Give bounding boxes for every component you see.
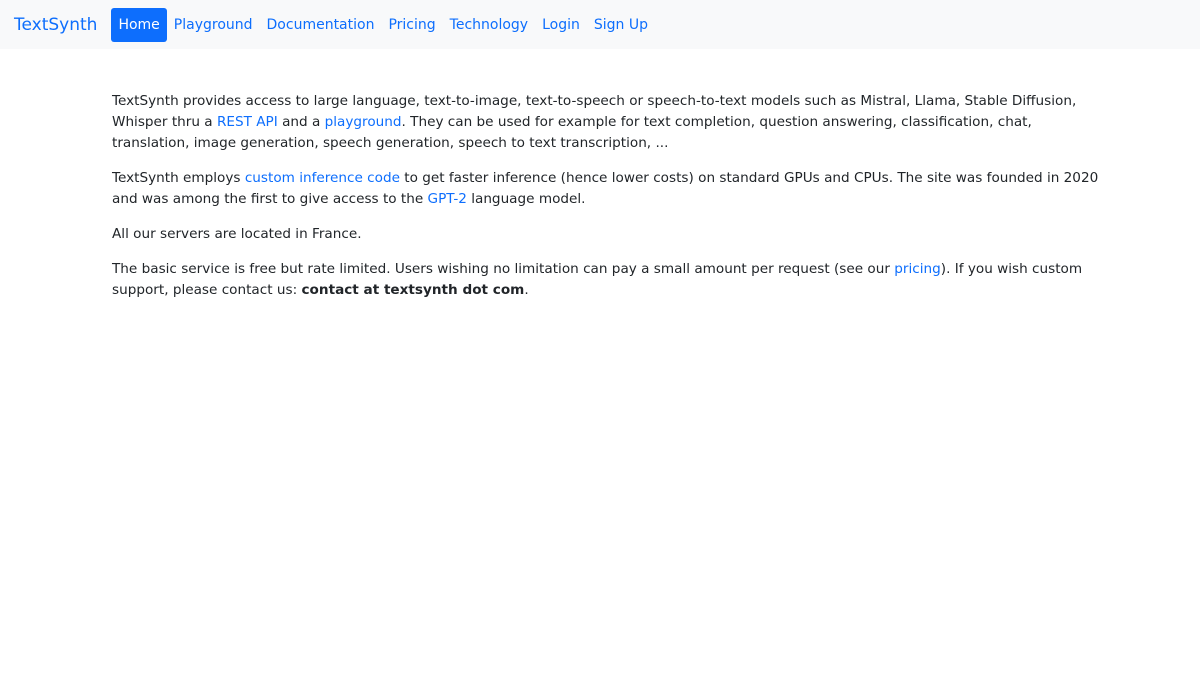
nav-signup[interactable]: Sign Up <box>593 16 648 33</box>
service-paragraph <box>112 259 1102 301</box>
nav-playground[interactable]: Playground <box>173 16 253 33</box>
intro-text-1: TextSynth provides access to large language, text-to-image, text-to-speech or speech-to-text models such as Mistral, Llama, Stable Diffusion, Whisper thru a <box>112 93 1077 130</box>
playground-link[interactable]: playground <box>324 114 402 130</box>
nav-documentation[interactable]: Documentation <box>266 16 375 33</box>
nav-technology[interactable]: Technology <box>449 16 529 33</box>
service-text-3: . <box>524 282 529 298</box>
nav-menu <box>111 8 655 42</box>
servers-paragraph: All our servers are located in France. <box>112 226 362 242</box>
service-text-1: The basic service is free but rate limited. Users wishing no limitation can pay a small amount per request (see our <box>112 261 895 277</box>
intro-text-2: and a <box>277 114 325 130</box>
nav-home[interactable]: Home <box>111 8 166 42</box>
service-text-2: ). If you wish custom support, please contact us: <box>112 261 1083 298</box>
intro-text-3: . They can be used for example for text completion, question answering, classification, chat, translation, image generation, speech generation, speech to text transcription, ... <box>112 114 1032 151</box>
inference-text-2: to get faster inference (hence lower costs) on standard GPUs and CPUs. The site was founded in 2020 and was among the first to give access to the <box>112 170 1099 207</box>
brand-logo-link[interactable]: TextSynth <box>14 14 98 35</box>
inference-text-1: TextSynth employs <box>112 170 245 186</box>
contact-email: contact at textsynth dot com <box>301 282 525 298</box>
inference-paragraph <box>112 168 1102 210</box>
gpt2-link[interactable]: GPT-2 <box>427 191 467 207</box>
top-navbar <box>0 0 1200 49</box>
nav-pricing[interactable]: Pricing <box>388 16 436 33</box>
main-content <box>112 91 1102 315</box>
custom-inference-code-link[interactable]: custom inference code <box>244 170 400 186</box>
intro-paragraph <box>112 91 1102 154</box>
rest-api-link[interactable]: REST API <box>216 114 278 130</box>
pricing-link[interactable]: pricing <box>894 261 941 277</box>
nav-login[interactable]: Login <box>542 16 580 33</box>
inference-text-3: language model. <box>466 191 586 207</box>
